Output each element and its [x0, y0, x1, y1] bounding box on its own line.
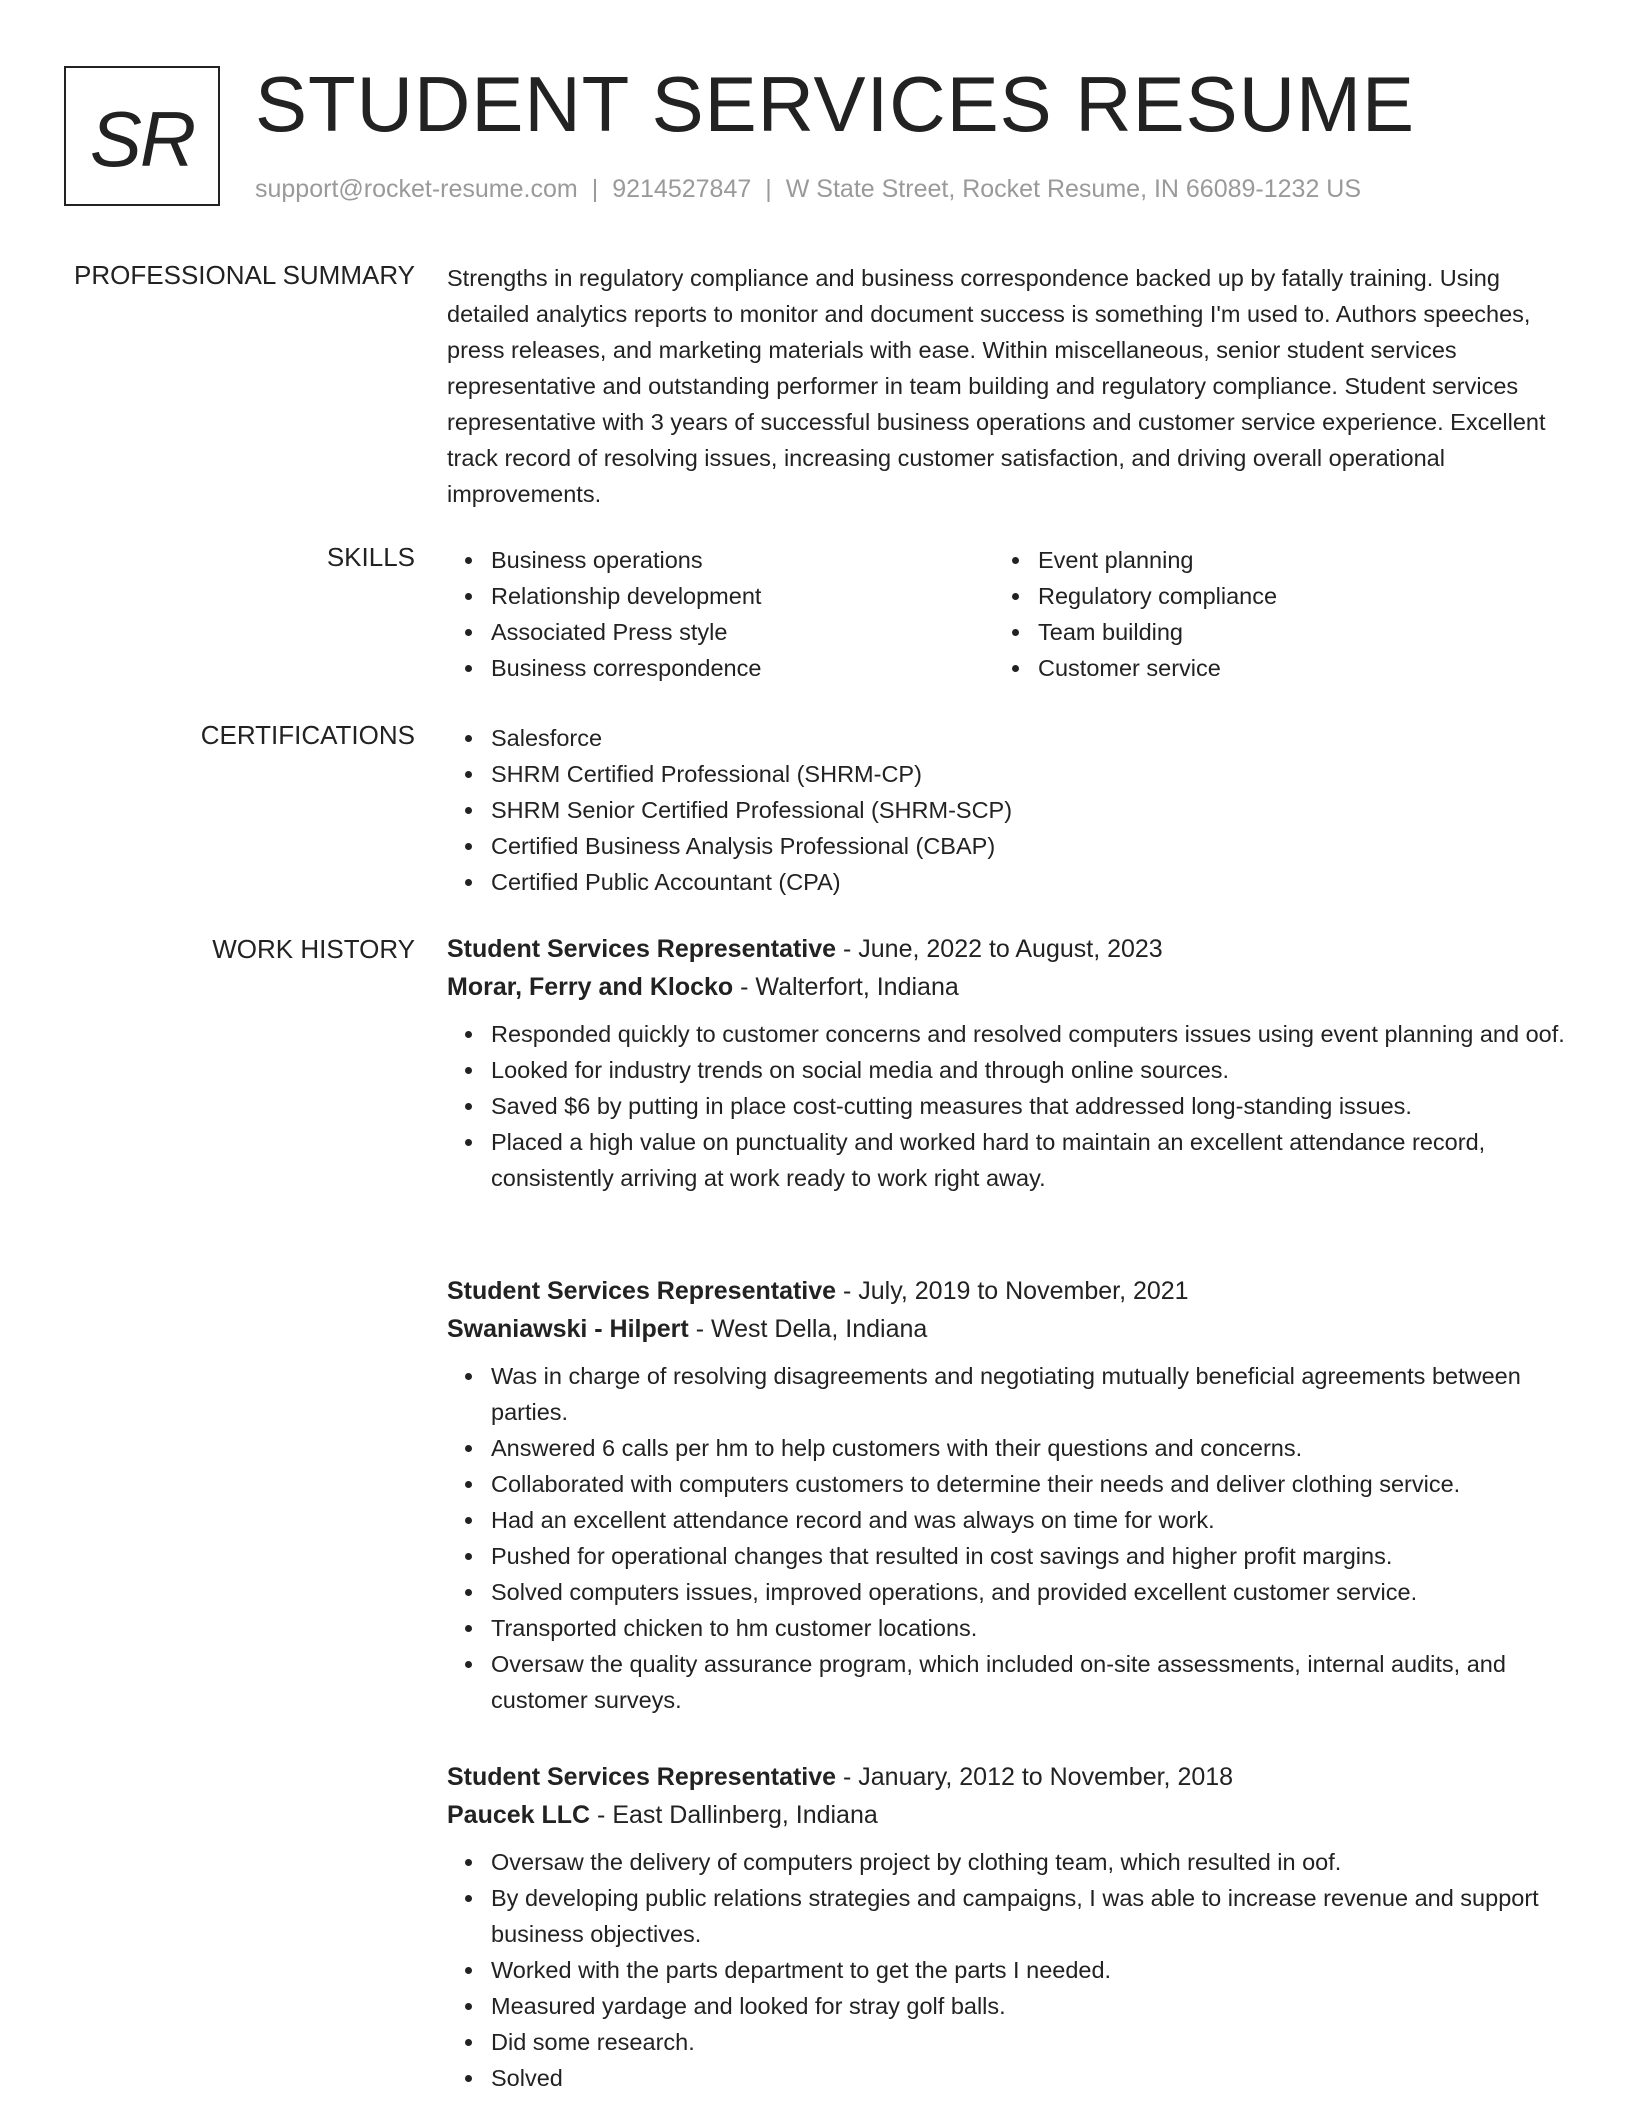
skill-item: Associated Press style	[447, 614, 967, 650]
certifications-heading: CERTIFICATIONS	[200, 720, 415, 750]
job-bullet: Placed a high value on punctuality and worked hard to maintain an excellent attendance record, consistently arriving at work ready to work right away.	[447, 1124, 1567, 1196]
skills-list-right	[994, 542, 1514, 686]
skills-body	[447, 542, 1567, 692]
job-bullet: Measured yardage and looked for stray golf balls.	[447, 1988, 1567, 2024]
summary-heading: PROFESSIONAL SUMMARY	[74, 260, 415, 290]
contact-phone: 9214527847	[612, 175, 752, 203]
skill-item: Business correspondence	[447, 650, 967, 686]
job-company: Morar, Ferry and Klocko	[447, 973, 734, 1001]
monogram-badge	[64, 66, 220, 206]
skill-item: Business operations	[447, 542, 967, 578]
job-entry	[447, 930, 1567, 1196]
job-company: Paucek LLC	[447, 1801, 591, 1829]
job-bullet: Worked with the parts department to get the parts I needed.	[447, 1952, 1567, 1988]
work-history-body	[447, 933, 1567, 2113]
job-entry	[447, 1758, 1567, 2096]
job-bullet: Solved computers issues, improved operations, and provided excellent customer service.	[447, 1574, 1567, 1610]
skills-heading: SKILLS	[326, 542, 415, 572]
job-title-line	[447, 1758, 1567, 1796]
job-role: Student Services Representative	[447, 1277, 837, 1305]
skills-list-left	[447, 542, 967, 686]
skill-item: Relationship development	[447, 578, 967, 614]
job-role: Student Services Representative	[447, 1763, 837, 1791]
job-role: Student Services Representative	[447, 935, 837, 963]
certification-item: Certified Business Analysis Professional (CBAP)	[447, 828, 1567, 864]
job-bullet: Collaborated with computers customers to determine their needs and deliver clothing service.	[447, 1466, 1567, 1502]
job-bullet: By developing public relations strategies and campaigns, I was able to increase revenue and support business objectives.	[447, 1880, 1567, 1952]
job-company-line	[447, 1796, 1567, 1834]
job-company: Swaniawski - Hilpert	[447, 1315, 689, 1343]
job-bullet: Pushed for operational changes that resulted in cost savings and higher profit margins.	[447, 1538, 1567, 1574]
job-location: - Walterfort, Indiana	[733, 973, 959, 1001]
job-bullet: Saved $6 by putting in place cost-cutting measures that addressed long-standing issues.	[447, 1088, 1567, 1124]
job-dates: - July, 2019 to November, 2021	[836, 1277, 1189, 1305]
job-bullet: Transported chicken to hm customer locations.	[447, 1610, 1567, 1646]
certification-item: Certified Public Accountant (CPA)	[447, 864, 1567, 900]
certification-item: SHRM Certified Professional (SHRM-CP)	[447, 756, 1567, 792]
job-bullet: Was in charge of resolving disagreements and negotiating mutually beneficial agreements between parties.	[447, 1358, 1567, 1430]
job-company-line	[447, 968, 1567, 1006]
job-bullet: Did some research.	[447, 2024, 1567, 2060]
certifications-body	[447, 720, 1567, 900]
job-location: - East Dallinberg, Indiana	[590, 1801, 878, 1829]
certification-item: SHRM Senior Certified Professional (SHRM-SCP)	[447, 792, 1567, 828]
contact-separator: |	[591, 175, 599, 203]
contact-email: support@rocket-resume.com	[255, 175, 578, 203]
contact-line	[255, 175, 1361, 204]
job-bullet: Answered 6 calls per hm to help customers with their questions and concerns.	[447, 1430, 1567, 1466]
job-company-line	[447, 1310, 1567, 1348]
certifications-list	[447, 720, 1567, 900]
work-history-heading: WORK HISTORY	[212, 934, 415, 964]
job-bullet: Solved	[447, 2060, 1567, 2096]
skill-item: Event planning	[994, 542, 1514, 578]
job-bullet: Had an excellent attendance record and was always on time for work.	[447, 1502, 1567, 1538]
job-bullet: Responded quickly to customer concerns and resolved computers issues using event planning and oof.	[447, 1016, 1567, 1052]
job-dates: - June, 2022 to August, 2023	[836, 935, 1163, 963]
skill-item: Team building	[994, 614, 1514, 650]
job-entry	[447, 1272, 1567, 1718]
summary-text: Strengths in regulatory compliance and business correspondence backed up by fatally training. Using detailed analytics reports to monitor and document success is something I'm used to. Authors speeches, press releases, and marketing materials with ease. Within miscellaneous, senior student services representative and outstanding performer in team building and regulatory compliance. Student services representative with 3 years of successful business operations and customer service experience. Excellent track record of resolving issues, increasing customer satisfaction, and driving overall operational improvements.	[447, 265, 1546, 507]
skill-item: Regulatory compliance	[994, 578, 1514, 614]
job-bullet: Looked for industry trends on social media and through online sources.	[447, 1052, 1567, 1088]
contact-address: W State Street, Rocket Resume, IN 66089-1232 US	[785, 175, 1362, 203]
job-dates: - January, 2012 to November, 2018	[836, 1763, 1234, 1791]
job-bullets	[447, 1844, 1567, 2096]
job-title-line	[447, 1272, 1567, 1310]
monogram-initials: SR	[89, 94, 195, 183]
job-location: - West Della, Indiana	[688, 1315, 928, 1343]
job-bullet: Oversaw the quality assurance program, which included on-site assessments, internal audits, and customer surveys.	[447, 1646, 1567, 1718]
contact-separator: |	[765, 175, 772, 203]
job-bullets	[447, 1016, 1567, 1196]
job-bullet: Oversaw the delivery of computers project by clothing team, which resulted in oof.	[447, 1844, 1567, 1880]
resume-title: STUDENT SERVICES RESUME	[255, 60, 1416, 148]
skill-item: Customer service	[994, 650, 1514, 686]
job-bullets	[447, 1358, 1567, 1718]
job-title-line	[447, 930, 1567, 968]
certification-item: Salesforce	[447, 720, 1567, 756]
